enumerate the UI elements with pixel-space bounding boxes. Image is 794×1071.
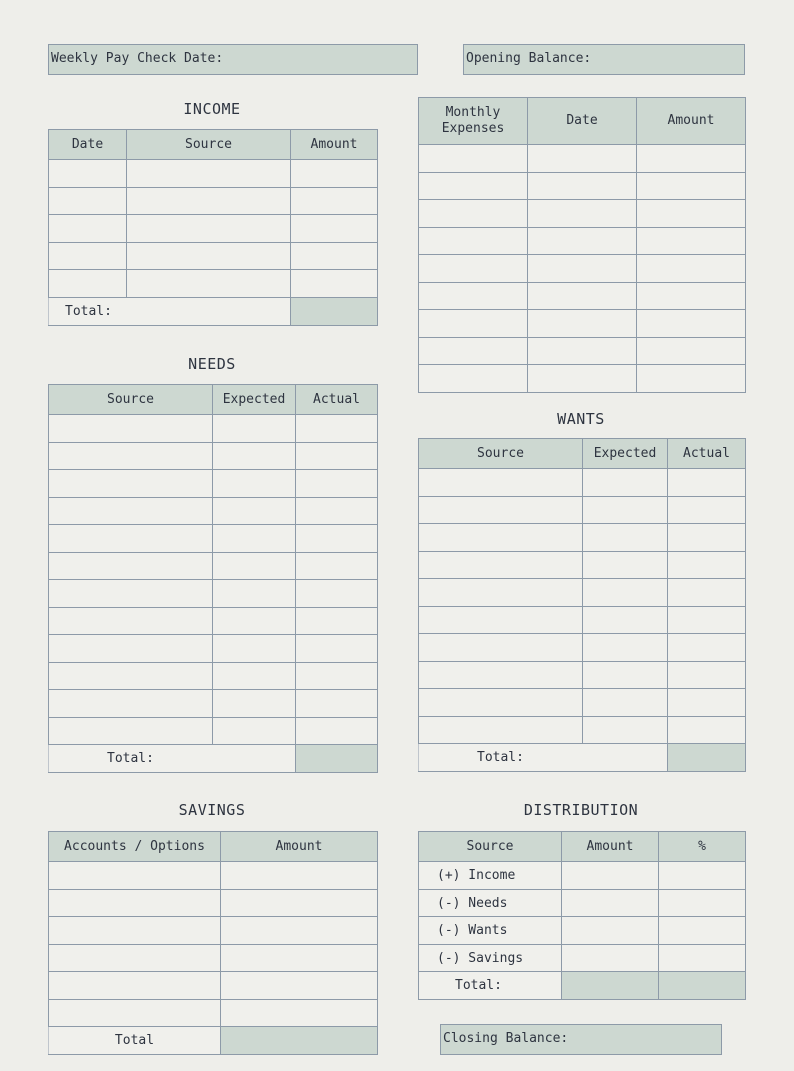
table-cell[interactable] [419, 283, 528, 310]
table-cell[interactable] [637, 228, 746, 255]
table-cell[interactable] [49, 553, 213, 580]
table-row [49, 890, 378, 917]
table-row [49, 1000, 378, 1027]
table-cell[interactable] [221, 972, 378, 1000]
distribution-label-wants: (-) Wants [419, 917, 562, 945]
wants-total-value[interactable] [668, 744, 746, 772]
distribution-label-savings: (-) Savings [419, 945, 562, 972]
income-total-value[interactable] [291, 298, 378, 326]
table-cell[interactable] [637, 145, 746, 173]
table-row [49, 270, 378, 298]
table-cell[interactable] [419, 338, 528, 365]
paycheck-date-label: Weekly Pay Check Date: [51, 51, 224, 66]
wants-title: WANTS [557, 410, 605, 428]
table-cell[interactable] [221, 1000, 378, 1027]
table-cell[interactable] [583, 634, 668, 662]
distribution-total-percent[interactable] [659, 972, 746, 1000]
table-cell[interactable] [419, 607, 583, 634]
table-cell[interactable] [659, 862, 746, 890]
table-cell[interactable] [49, 690, 213, 718]
wants-table [418, 438, 746, 772]
distribution-label-needs: (-) Needs [419, 890, 562, 917]
table-row [49, 718, 378, 745]
table-cell[interactable] [296, 415, 378, 443]
table-row [49, 160, 378, 188]
table-cell[interactable] [49, 608, 213, 635]
table-cell[interactable] [49, 580, 213, 608]
table-cell[interactable] [221, 945, 378, 972]
table-cell[interactable] [291, 160, 378, 188]
table-cell[interactable] [291, 243, 378, 270]
needs-total-value[interactable] [296, 745, 378, 773]
table-cell[interactable] [127, 215, 291, 243]
table-cell[interactable] [668, 662, 746, 689]
table-cell[interactable] [291, 215, 378, 243]
expenses-col-name: Monthly Expenses [419, 98, 528, 145]
table-cell[interactable] [296, 443, 378, 470]
table-cell[interactable] [49, 718, 213, 745]
table-cell[interactable] [419, 469, 583, 497]
income-col-amount: Amount [291, 130, 378, 160]
table-cell[interactable] [562, 890, 659, 917]
distribution-row-needs [419, 890, 746, 917]
table-cell[interactable] [668, 552, 746, 579]
expenses-col-amount: Amount [637, 98, 746, 145]
table-cell[interactable] [419, 228, 528, 255]
distribution-table [418, 831, 746, 1000]
table-cell[interactable] [213, 525, 296, 553]
table-cell[interactable] [213, 608, 296, 635]
distribution-row-wants [419, 917, 746, 945]
table-row [49, 415, 378, 443]
table-cell[interactable] [668, 579, 746, 607]
table-row [419, 228, 746, 255]
table-row [419, 365, 746, 393]
table-cell[interactable] [291, 188, 378, 215]
table-row [49, 215, 378, 243]
table-cell[interactable] [49, 663, 213, 690]
table-cell[interactable] [637, 310, 746, 338]
table-cell[interactable] [213, 553, 296, 580]
needs-col-expected: Expected [213, 385, 296, 415]
table-row [49, 525, 378, 553]
table-cell[interactable] [49, 160, 127, 188]
savings-total-row [49, 1027, 378, 1055]
table-cell[interactable] [296, 580, 378, 608]
table-cell[interactable] [528, 310, 637, 338]
table-cell[interactable] [213, 443, 296, 470]
table-row [419, 662, 746, 689]
table-cell[interactable] [668, 689, 746, 717]
wants-col-source: Source [419, 439, 583, 469]
table-row [49, 608, 378, 635]
table-row [419, 200, 746, 228]
table-row [49, 972, 378, 1000]
table-row [49, 663, 378, 690]
table-cell[interactable] [583, 552, 668, 579]
table-row [419, 338, 746, 365]
table-cell[interactable] [49, 1000, 221, 1027]
expenses-col-date: Date [528, 98, 637, 145]
table-row [419, 579, 746, 607]
table-cell[interactable] [49, 215, 127, 243]
savings-table [48, 831, 378, 1055]
table-cell[interactable] [528, 200, 637, 228]
table-cell[interactable] [668, 634, 746, 662]
table-row [419, 145, 746, 173]
table-row [49, 580, 378, 608]
table-cell[interactable] [213, 635, 296, 663]
table-cell[interactable] [213, 718, 296, 745]
table-cell[interactable] [528, 173, 637, 200]
table-row [49, 498, 378, 525]
table-cell[interactable] [213, 690, 296, 718]
table-cell[interactable] [296, 690, 378, 718]
table-cell[interactable] [296, 663, 378, 690]
table-row [49, 862, 378, 890]
table-row [49, 470, 378, 498]
table-cell[interactable] [296, 525, 378, 553]
table-cell[interactable] [419, 365, 528, 393]
table-cell[interactable] [49, 243, 127, 270]
table-cell[interactable] [419, 634, 583, 662]
distribution-col-percent: % [659, 832, 746, 862]
table-cell[interactable] [668, 469, 746, 497]
table-cell[interactable] [419, 145, 528, 173]
savings-col-amount: Amount [221, 832, 378, 862]
table-cell[interactable] [659, 890, 746, 917]
table-cell[interactable] [49, 945, 221, 972]
savings-title: SAVINGS [178, 801, 246, 819]
table-row [419, 524, 746, 552]
table-row [419, 552, 746, 579]
table-row [419, 469, 746, 497]
table-cell[interactable] [668, 497, 746, 524]
table-cell[interactable] [49, 917, 221, 945]
distribution-total-row [419, 972, 746, 1000]
table-cell[interactable] [419, 497, 583, 524]
wants-col-actual: Actual [668, 439, 746, 469]
table-cell[interactable] [419, 552, 583, 579]
table-cell[interactable] [637, 255, 746, 283]
table-cell[interactable] [49, 443, 213, 470]
table-cell[interactable] [49, 270, 127, 298]
table-row [49, 690, 378, 718]
table-cell[interactable] [213, 580, 296, 608]
table-cell[interactable] [583, 579, 668, 607]
distribution-col-amount: Amount [562, 832, 659, 862]
table-cell[interactable] [419, 579, 583, 607]
table-cell[interactable] [528, 145, 637, 173]
table-row [419, 283, 746, 310]
table-row [419, 689, 746, 717]
table-cell[interactable] [419, 662, 583, 689]
table-cell[interactable] [49, 890, 221, 917]
table-cell[interactable] [528, 365, 637, 393]
table-cell[interactable] [127, 188, 291, 215]
table-cell[interactable] [562, 945, 659, 972]
paycheck-date-field[interactable] [48, 44, 418, 75]
table-row [419, 173, 746, 200]
table-row [49, 553, 378, 580]
table-cell[interactable] [419, 255, 528, 283]
needs-title: NEEDS [188, 355, 236, 373]
table-row [49, 243, 378, 270]
table-row [419, 310, 746, 338]
table-cell[interactable] [49, 972, 221, 1000]
table-cell[interactable] [296, 635, 378, 663]
table-cell[interactable] [583, 497, 668, 524]
distribution-title: DISTRIBUTION [523, 801, 639, 819]
table-cell[interactable] [419, 200, 528, 228]
savings-col-accounts: Accounts / Options [49, 832, 221, 862]
table-cell[interactable] [528, 283, 637, 310]
table-cell[interactable] [583, 662, 668, 689]
income-col-date: Date [49, 130, 127, 160]
table-cell[interactable] [562, 917, 659, 945]
table-cell[interactable] [213, 415, 296, 443]
table-cell[interactable] [659, 917, 746, 945]
table-cell[interactable] [562, 862, 659, 890]
table-cell[interactable] [296, 608, 378, 635]
table-cell[interactable] [49, 862, 221, 890]
table-cell[interactable] [221, 890, 378, 917]
table-cell[interactable] [583, 524, 668, 552]
income-total-label: Total: [49, 298, 291, 326]
table-cell[interactable] [296, 498, 378, 525]
table-cell[interactable] [291, 270, 378, 298]
table-row [419, 634, 746, 662]
table-row [49, 917, 378, 945]
table-cell[interactable] [637, 283, 746, 310]
table-cell[interactable] [221, 917, 378, 945]
needs-total-row [49, 745, 378, 773]
savings-total-label: Total [49, 1027, 221, 1055]
table-cell[interactable] [127, 243, 291, 270]
table-cell[interactable] [49, 635, 213, 663]
table-cell[interactable] [637, 200, 746, 228]
table-cell[interactable] [419, 524, 583, 552]
table-cell[interactable] [668, 607, 746, 634]
table-cell[interactable] [637, 365, 746, 393]
wants-total-label: Total: [419, 744, 668, 772]
distribution-row-income [419, 862, 746, 890]
table-cell[interactable] [127, 160, 291, 188]
table-row [419, 497, 746, 524]
table-cell[interactable] [221, 862, 378, 890]
needs-total-label: Total: [49, 745, 296, 773]
table-row [49, 635, 378, 663]
table-row [49, 188, 378, 215]
table-cell[interactable] [419, 689, 583, 717]
table-cell[interactable] [637, 173, 746, 200]
table-row [49, 443, 378, 470]
income-title: INCOME [183, 100, 241, 118]
table-cell[interactable] [583, 689, 668, 717]
table-cell[interactable] [213, 470, 296, 498]
table-cell[interactable] [296, 718, 378, 745]
table-cell[interactable] [296, 470, 378, 498]
table-cell[interactable] [49, 498, 213, 525]
table-cell[interactable] [659, 945, 746, 972]
table-cell[interactable] [49, 415, 213, 443]
income-table [48, 129, 378, 326]
needs-table [48, 384, 378, 773]
table-cell[interactable] [528, 338, 637, 365]
table-cell[interactable] [583, 469, 668, 497]
table-cell[interactable] [637, 338, 746, 365]
table-cell[interactable] [127, 270, 291, 298]
table-row [49, 945, 378, 972]
distribution-row-savings [419, 945, 746, 972]
table-cell[interactable] [419, 173, 528, 200]
wants-col-expected: Expected [583, 439, 668, 469]
table-cell[interactable] [419, 717, 583, 744]
distribution-col-source: Source [419, 832, 562, 862]
table-cell[interactable] [49, 470, 213, 498]
table-cell[interactable] [49, 188, 127, 215]
table-cell[interactable] [668, 717, 746, 744]
table-cell[interactable] [528, 228, 637, 255]
savings-total-value[interactable] [221, 1027, 378, 1055]
table-cell[interactable] [213, 663, 296, 690]
needs-col-source: Source [49, 385, 213, 415]
table-row [419, 607, 746, 634]
table-row [419, 717, 746, 744]
monthly-expenses-table [418, 97, 746, 393]
wants-total-row [419, 744, 746, 772]
table-cell[interactable] [49, 525, 213, 553]
table-cell[interactable] [668, 524, 746, 552]
distribution-label-income: (+) Income [419, 862, 562, 890]
table-cell[interactable] [583, 607, 668, 634]
closing-balance-field[interactable] [440, 1024, 722, 1055]
closing-balance-label: Closing Balance: [443, 1031, 569, 1046]
distribution-total-amount[interactable] [562, 972, 659, 1000]
opening-balance-label: Opening Balance: [466, 51, 592, 66]
income-col-source: Source [127, 130, 291, 160]
distribution-total-label: Total: [419, 972, 562, 1000]
table-cell[interactable] [583, 717, 668, 744]
needs-col-actual: Actual [296, 385, 378, 415]
table-row [419, 255, 746, 283]
table-cell[interactable] [528, 255, 637, 283]
opening-balance-field[interactable] [463, 44, 745, 75]
income-total-row [49, 298, 378, 326]
table-cell[interactable] [419, 310, 528, 338]
table-cell[interactable] [213, 498, 296, 525]
table-cell[interactable] [296, 553, 378, 580]
